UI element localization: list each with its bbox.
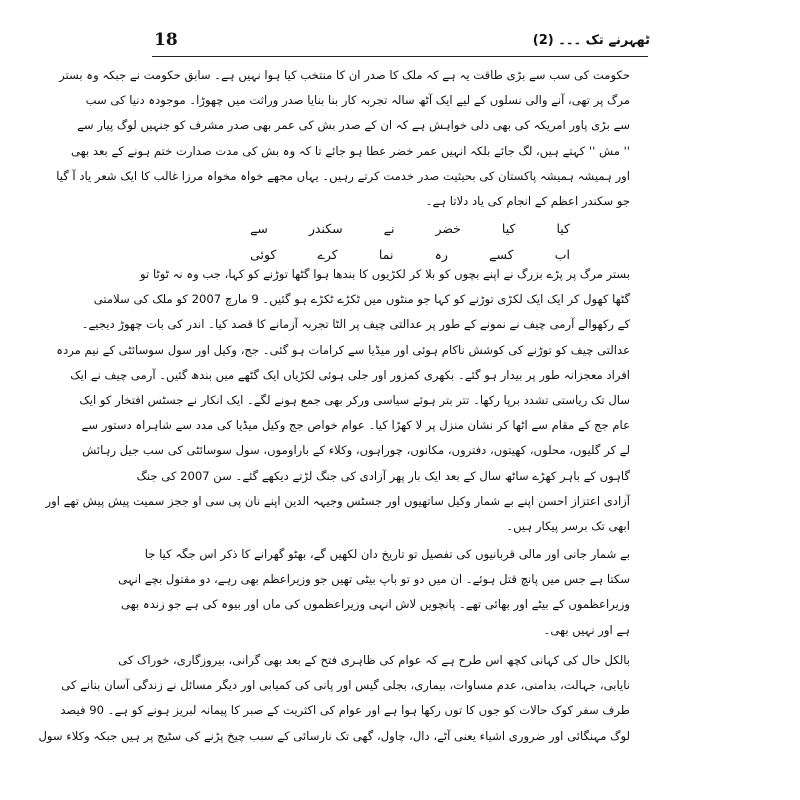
verse-word: کیا	[556, 221, 570, 236]
paragraph-line: بستر مرگ پر پڑے بزرگ نے اپنے بچوں کو بلا کر لکڑیوں کا بندھا ہوا گٹھا توڑنے کو کہا، جب وہ نہ ٹوٹا تو	[140, 267, 630, 281]
paragraph-line: حکومت کی سب سے بڑی طاقت یہ ہے کہ ملک کا صدر ان کا منتخب کیا ہوا نہیں ہے۔ سابق حکومت نے جبکہ وہ بستر	[59, 68, 630, 82]
paragraph-3	[118, 542, 630, 643]
verse-word: سے	[250, 221, 268, 236]
verse-word: نے	[383, 221, 395, 236]
paragraph-line: عدالتی چیف کو توڑنے کی کوشش ناکام ہوئی اور میڈیا سے کرامات ہو گئی۔ جج، وکیل اور سول سوسائٹی کے نیم مردہ	[56, 342, 630, 357]
paragraph-line: گٹھا کھول کر ایک ایک لکڑی توڑنے کو کہا جو منٹوں میں ٹکڑے ٹکڑے ہو گئیں۔ 9 مارچ 2007 کو ملک کی سلامتی	[93, 292, 630, 307]
paragraph-1	[56, 63, 630, 214]
paragraph-line: آزادی اعتزاز احسن اپنے بے شمار وکیل ساتھیوں اور جسٹس وجیہہ الدین اپنے نان پی سی او ججز سمیت پیش پیش تھے اور	[45, 493, 630, 508]
paragraph-line: وزیراعظموں کے بیٹے اور بھائی تھے۔ پانچویں لاش انہی وزیراعظموں کی ماں اور بیوہ کی ہے جو زندہ بھی	[121, 597, 630, 612]
paragraph-line: جو سکندر اعظم کے انجام کی یاد دلاتا ہے۔	[425, 194, 630, 209]
paragraph-line: افراد معجزانہ طور پر بیدار ہو گئے۔ بکھری کمزور اور جلی ہوئی لکڑیاں ایک گٹھے میں بندھ گئیں۔ آرمی چیف نے ایک	[70, 367, 630, 382]
verse-word: سکندر	[308, 221, 343, 236]
paragraph-line: سال تک ریاستی تشدد برپا رکھا۔ تتر بتر ہوئے سیاسی ورکر بھی جمع ہونے لگے۔ ایک انکار نے جسٹس افتخار کو ایک	[79, 393, 630, 408]
paragraph-line: لوگ مہنگائی اور ضروری اشیاء یعنی آٹے، دال، چاول، گھی تک نارسائی کے سبب چیخ پڑنے کی سٹیج پر ہیں جبکہ وکلاء سول	[38, 728, 630, 743]
verse-word: رہ	[434, 247, 448, 262]
couplet-verse-1	[250, 216, 570, 242]
paragraph-line: بے شمار جانی اور مالی قربانیوں کی تفصیل تو تاریخ دان لکھیں گے، بھٹو گھرانے کا ذکر اس جگہ کیا جا	[144, 547, 630, 561]
paragraph-line: اور ہمیشہ ہمیشہ پاکستان کی بحیثیت صدر خدمت کرتے رہیں۔ یہاں مجھے خواہ مخواہ مرزا غالب کا ایک شعر یاد آ گیا	[56, 168, 630, 183]
verse-word: کیا	[501, 221, 516, 236]
ghalib-couplet	[250, 216, 570, 268]
paragraph-2	[45, 262, 630, 539]
verse-word: کسے	[489, 247, 514, 262]
verse-word: نما	[378, 247, 394, 262]
paragraph-line: بالکل حال کی کہانی کچھ اس طرح ہے کہ عوام کی ظاہری فتح کے بعد بھی گرانی، بیروزگاری، خوراک کی	[118, 653, 630, 667]
paragraph-line: مرگ پر تھی، آنے والی نسلوں کے لیے ایک آٹھ سالہ تجربہ کار بنا بنایا صدر وراثت میں چھوڑا۔ موجودہ دنیا کی سب	[85, 93, 630, 108]
verse-word: کرے	[317, 247, 338, 262]
header-divider	[152, 56, 648, 57]
paragraph-line: کے رکھوالے آرمی چیف نے نمونے کے طور پر عدالتی چیف پر الٹا تجربہ آزمانے کا قصد کیا۔ اندر کی بات چھوڑ دیجیے۔	[81, 317, 630, 332]
verse-word: اب	[554, 247, 570, 262]
page-number: 18	[154, 30, 178, 50]
paragraph-line: لے کر گلیوں، محلوں، کھیتوں، دفتروں، مکانوں، چوراہوں، وکلاء کے باراوموں، سول سوسائٹی کی سب جیل رہائش	[82, 443, 630, 458]
paragraph-4	[38, 648, 630, 749]
paragraph-line: طرف سفر کوک حالات کو جوں کا توں رکھا ہوا ہے اور عوام کی اکثریت کے صبر کا پیمانہ لبریز ہونے کو ہے۔ 90 فیصد	[60, 703, 630, 718]
paragraph-line: سے بڑی پاور امریکہ کی بھی دلی خواہش ہے کہ ان کے صدر بش کی عمر بھی صدر مشرف کو جنہیں لوگ پیار سے	[77, 118, 630, 133]
verse-word: کوئی	[250, 247, 277, 262]
running-header-title: ٹھہرنے تک ۔۔۔ (2)	[532, 33, 650, 48]
verse-word: خضر	[435, 221, 461, 236]
paragraph-line: عام جج کے مقام سے اٹھا کر نشان منزل پر لا کھڑا کیا۔ عوام خواص جج وکیل میڈیا کی مدد سے شاہراہ دستور سے	[81, 418, 630, 433]
paragraph-line: '' مش '' کہتے ہیں، لگ جائے بلکہ انہیں عمر خضر عطا ہو جائے تا کہ وہ بش کی مدت صدارت ختم ہونے کے بعد بھی	[70, 143, 630, 158]
paragraph-line: گاہوں کے باہر کھڑے ساٹھ سال کے بعد ایک بار پھر آزادی کی جنگ لڑتے دیکھے گئے۔ سن 2007 کی جنگ	[136, 468, 630, 483]
paragraph-line: ہے اور نہیں بھی۔	[543, 622, 630, 637]
paragraph-line: ابھی تک برسر پیکار ہیں۔	[506, 519, 630, 534]
paragraph-line: نایابی، جہالت، بدامنی، عدم مساوات، بیماری، بجلی گیس اور پانی کی کمیابی اور دیگر مسائل نے زندگی آسان بنانے کی	[61, 678, 630, 693]
paragraph-line: سکتا ہے جس میں پانچ قتل ہوئے۔ ان میں دو تو باپ بیٹی تھیں جو وزیراعظم بھی رہے، دو مقتول بچے انہی	[118, 572, 630, 587]
